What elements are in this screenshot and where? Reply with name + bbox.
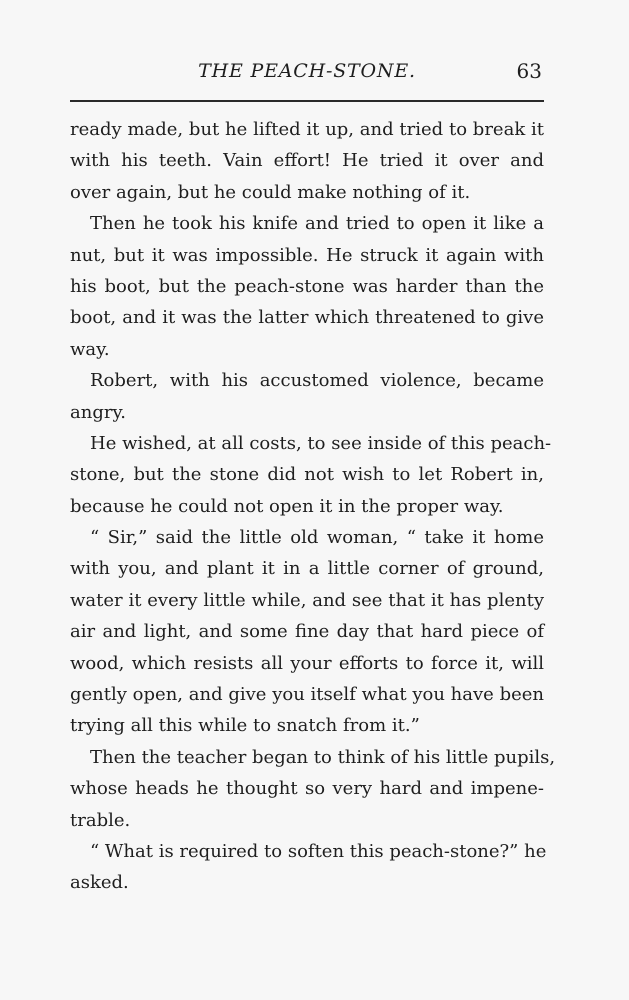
text-line: trying all this while to snatch from it.” bbox=[70, 715, 420, 737]
text-line: trable. bbox=[70, 809, 131, 831]
text-line: his boot, but the peach-stone was harder than the bbox=[70, 275, 544, 297]
text-line: nut, but it was impossible. He struck it again with bbox=[70, 244, 544, 266]
text-line: Robert, with his accustomed violence, became bbox=[90, 370, 544, 392]
text-line: water it every little while, and see that it has plenty bbox=[70, 589, 544, 611]
text-line: air and light, and some fine day that hard piece of bbox=[70, 621, 544, 643]
text-line: wood, which resists all your efforts to force it, will bbox=[70, 652, 544, 674]
page-header bbox=[70, 56, 544, 92]
text-line: angry. bbox=[70, 401, 126, 423]
text-line: gently open, and give you itself what you have been bbox=[70, 684, 544, 706]
text-line: stone, but the stone did not wish to let Robert in, bbox=[70, 464, 544, 486]
text-line: boot, and it was the latter which threatened to give bbox=[70, 307, 544, 329]
text-line: ready made, but he lifted it up, and tried to break it bbox=[70, 119, 544, 140]
text-line: Then he took his knife and tried to open it like a bbox=[90, 213, 544, 235]
header-rule bbox=[70, 100, 544, 102]
body-text bbox=[70, 114, 556, 899]
text-line: “ Sir,” said the little old woman, “ take it home bbox=[90, 527, 544, 549]
text-line: over again, but he could make nothing of it. bbox=[70, 181, 471, 203]
text-line: whose heads he thought so very hard and impene- bbox=[70, 778, 544, 800]
text-line: way. bbox=[70, 338, 110, 360]
text-line: “ What is required to soften this peach-stone?” he bbox=[90, 840, 547, 862]
text-line: with his teeth. Vain effort! He tried it over and bbox=[70, 150, 544, 172]
page-number: 63 bbox=[516, 59, 542, 83]
text-line: He wished, at all costs, to see inside of this peach- bbox=[90, 432, 552, 454]
text-line: Then the teacher began to think of his little pupils, bbox=[90, 746, 556, 768]
running-title: THE PEACH-STONE. bbox=[198, 60, 416, 82]
text-line: because he could not open it in the proper way. bbox=[70, 495, 504, 517]
text-line: asked. bbox=[70, 872, 129, 894]
text-line: with you, and plant it in a little corner of ground, bbox=[70, 558, 544, 580]
